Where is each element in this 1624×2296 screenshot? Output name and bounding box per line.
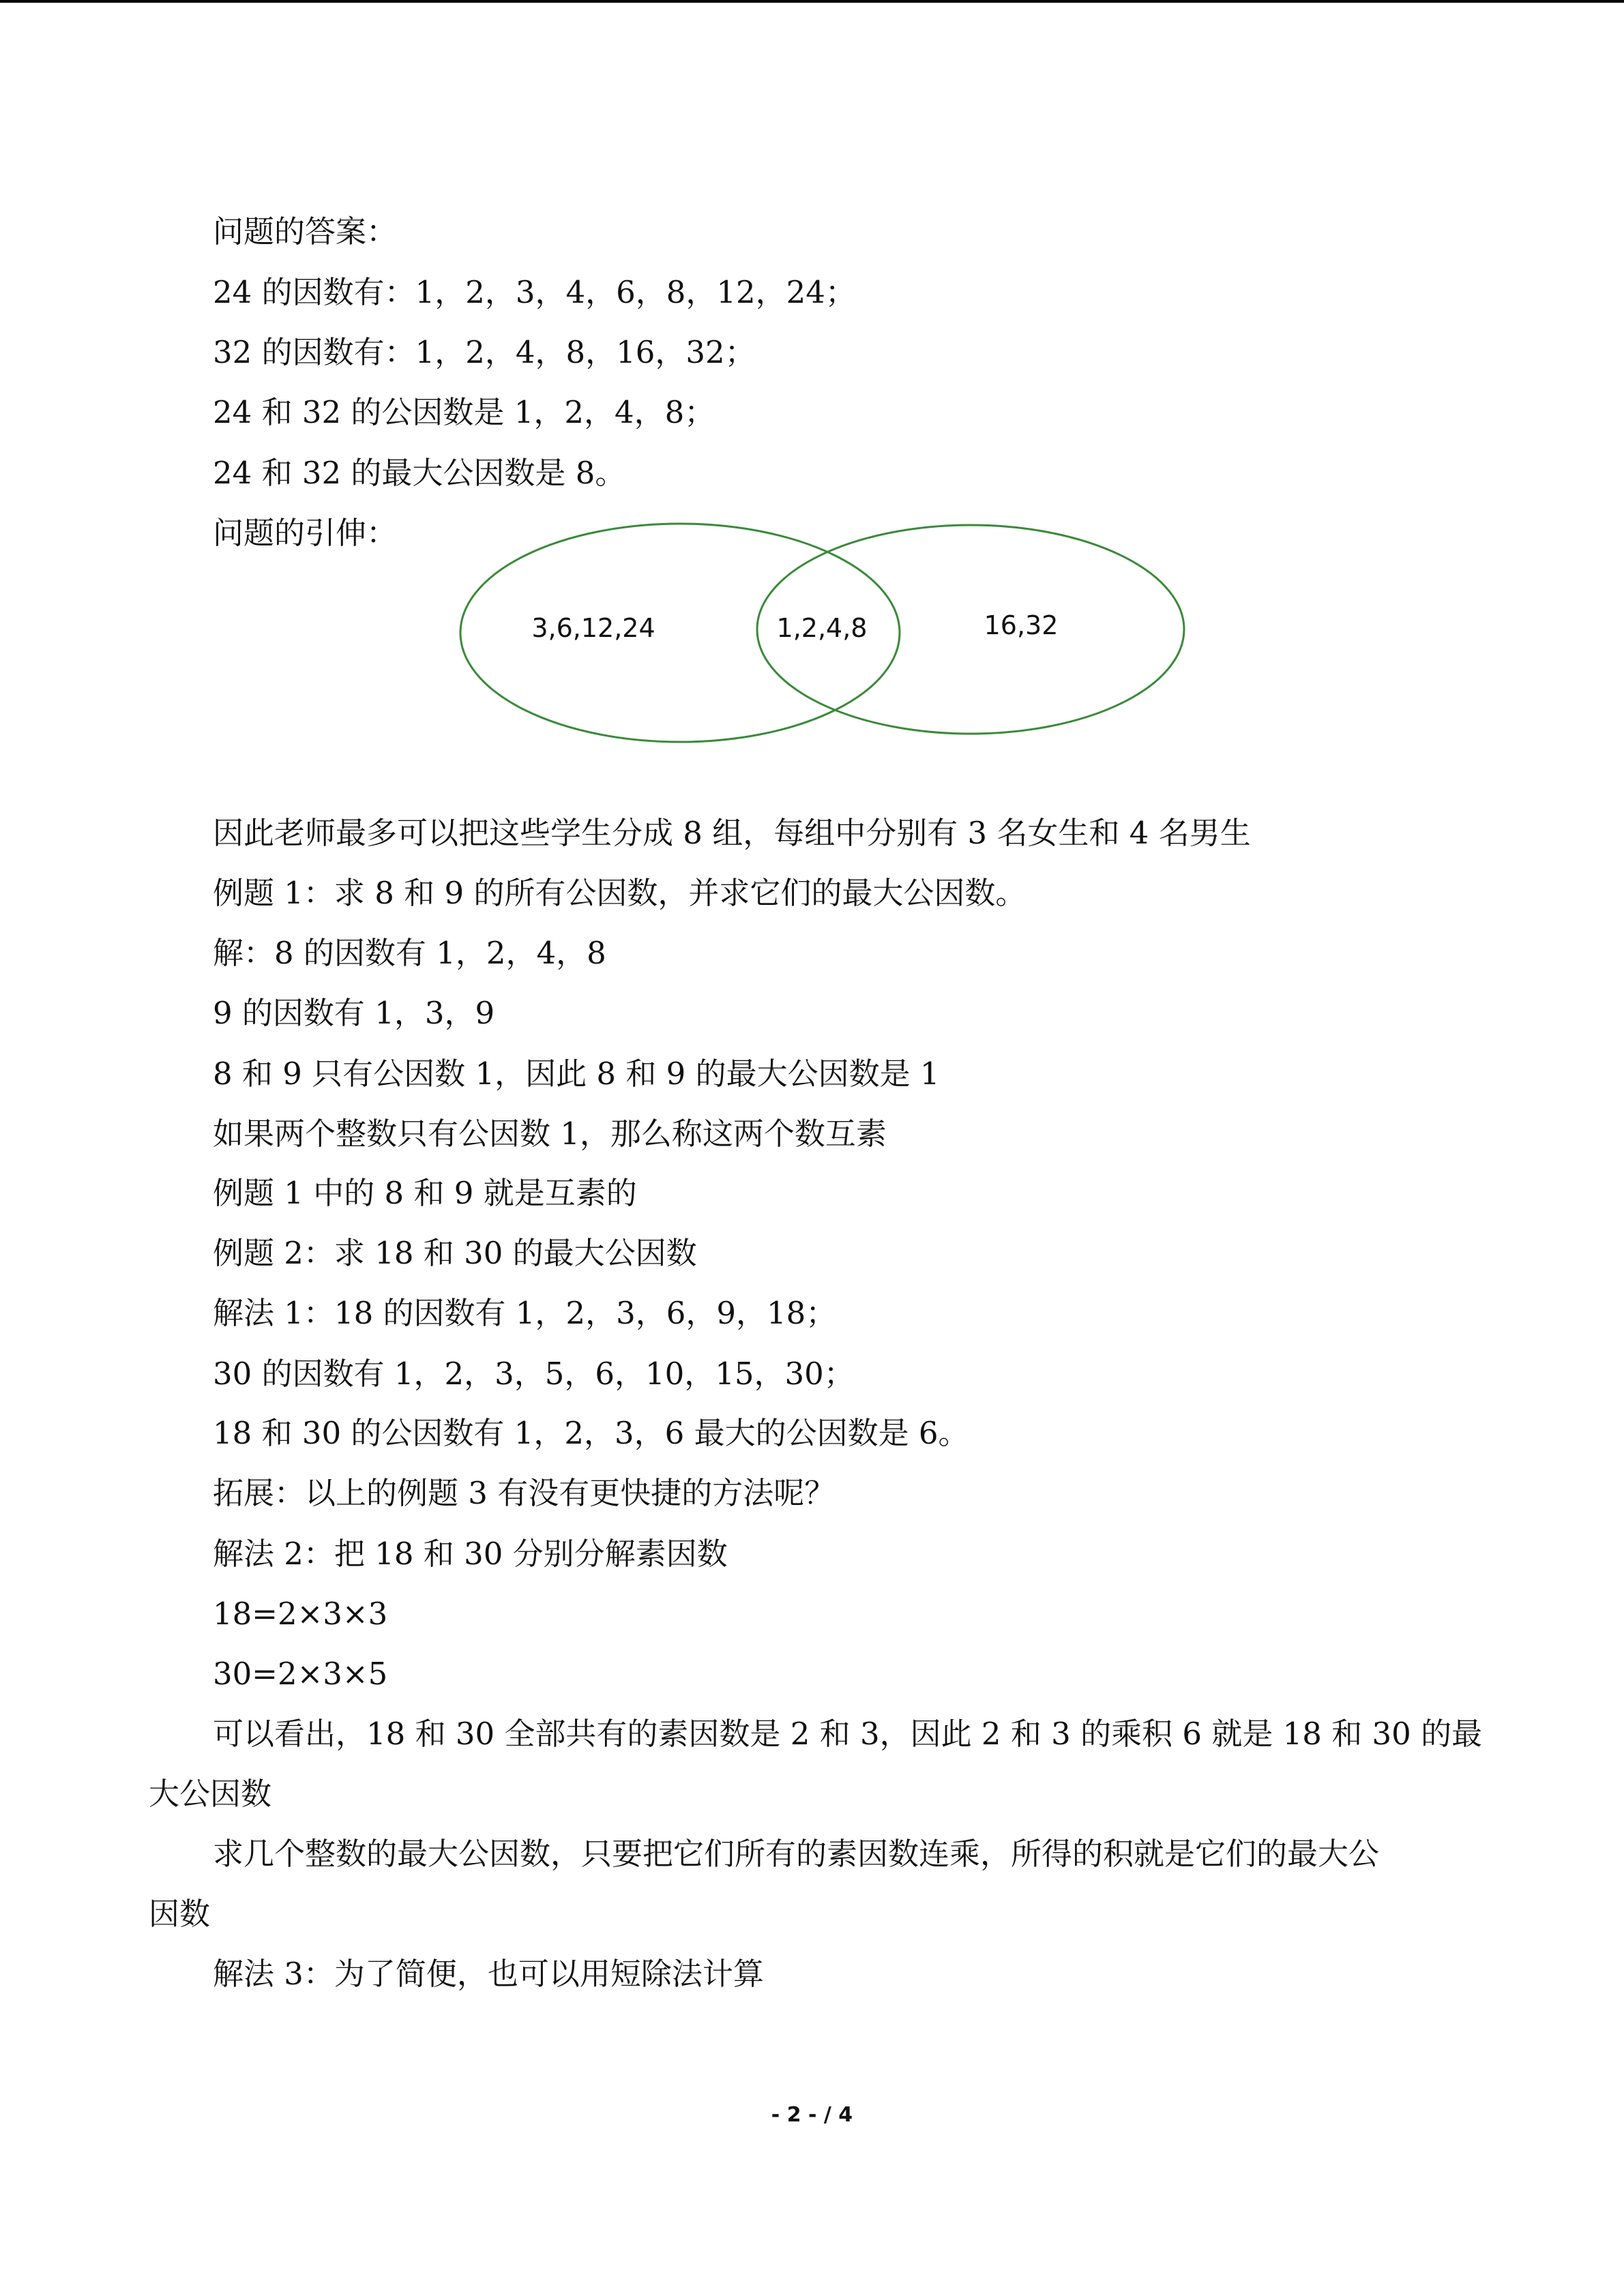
text-line: 9 的因数有 1，3，9 — [213, 995, 495, 1031]
text-line: 例题 1：求 8 和 9 的所有公因数，并求它们的最大公因数。 — [213, 875, 1027, 911]
text-line: 如果两个整数只有公因数 1，那么称这两个数互素 — [213, 1116, 887, 1152]
text-line: 因数 — [149, 1896, 211, 1932]
venn-left-label: 3,6,12,24 — [531, 613, 655, 643]
venn-center-label: 1,2,4,8 — [776, 613, 868, 643]
text-line: 因此老师最多可以把这些学生分成 8 组，每组中分别有 3 名女生和 4 名男生 — [213, 815, 1251, 851]
text-line: 问题的答案： — [213, 213, 398, 250]
text-line: 解法 3：为了简便，也可以用短除法计算 — [213, 1956, 764, 1992]
text-line: 8 和 9 只有公因数 1，因此 8 和 9 的最大公因数是 1 — [213, 1056, 940, 1092]
venn-right-label: 16,32 — [984, 610, 1059, 640]
text-line: 求几个整数的最大公因数，只要把它们所有的素因数连乘，所得的积就是它们的最大公 — [213, 1836, 1380, 1872]
text-line: 解法 1：18 的因数有 1，2，3，6，9，18； — [213, 1295, 837, 1331]
text-line: 问题的引伸： — [213, 515, 398, 551]
text-line: 例题 1 中的 8 和 9 就是互素的 — [213, 1175, 637, 1211]
text-line: 24 的因数有：1，2，3，4，6，8，12，24； — [213, 274, 856, 310]
text-line: 解：8 的因数有 1，2，4，8 — [213, 935, 606, 971]
text-line: 24 和 32 的公因数是 1，2，4，8； — [213, 394, 715, 430]
text-line: 例题 2：求 18 和 30 的最大公因数 — [213, 1235, 697, 1271]
top-border — [0, 0, 1624, 3]
text-line: 拓展：以上的例题 3 有没有更快捷的方法呢？ — [213, 1475, 836, 1511]
text-line: 18=2×3×3 — [213, 1596, 388, 1632]
text-line: 18 和 30 的公因数有 1，2，3，6 最大的公因数是 6。 — [213, 1415, 969, 1451]
text-line: 30=2×3×5 — [213, 1656, 388, 1692]
text-line: 30 的因数有 1，2，3，5，6，10，15，30； — [213, 1356, 855, 1392]
text-line: 可以看出，18 和 30 全部共有的素因数是 2 和 3，因此 2 和 3 的乘积 6 就是 18 和 30 的最 — [213, 1716, 1483, 1752]
text-line: 32 的因数有：1，2，4，8，16，32； — [213, 334, 756, 370]
text-line: 24 和 32 的最大公因数是 8。 — [213, 455, 626, 491]
venn-diagram — [450, 518, 1200, 750]
page-number: - 2 - / 4 — [771, 2103, 853, 2127]
text-line: 解法 2：把 18 和 30 分别分解素因数 — [213, 1536, 728, 1572]
text-line: 大公因数 — [149, 1776, 272, 1812]
